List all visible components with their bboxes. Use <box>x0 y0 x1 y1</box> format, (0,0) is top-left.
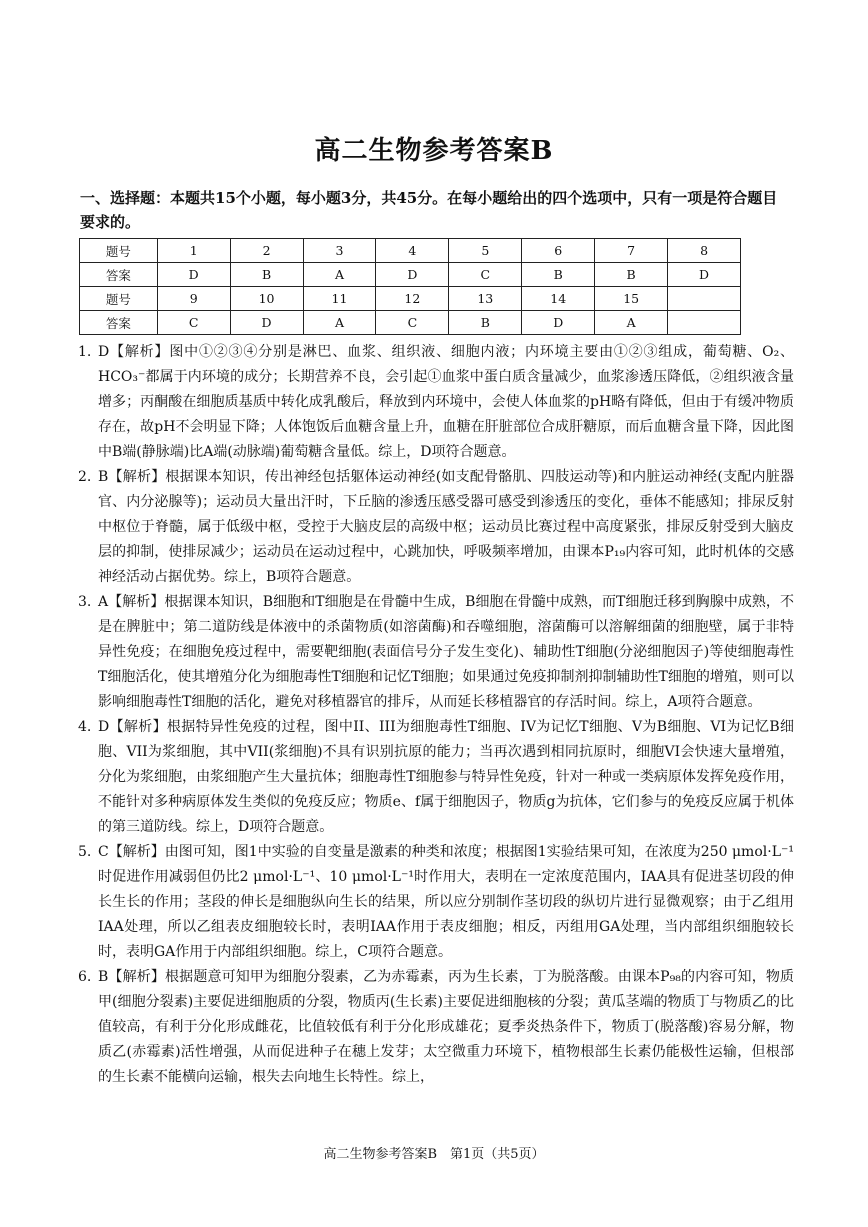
table-cell <box>668 287 741 311</box>
table-cell: 题号 <box>80 239 158 263</box>
answer-item-5 <box>78 840 794 965</box>
table-cell: C <box>376 311 449 335</box>
table-cell: B <box>522 263 595 287</box>
answer-list <box>78 340 794 1090</box>
answer-text: D【解析】图中①②③④分别是淋巴、血浆、组织液、细胞内液；内环境主要由①②③组成，葡萄糖、O₂、HCO₃⁻都属于内环境的成分；长期营养不良，会引起①血浆中蛋白质含量减少，血浆渗透压降低，②组织液含量增多；丙酮酸在细胞质基质中转化成乳酸后，释放到内环境中，会使人体血浆的pH略有降低，但由于有缓冲物质存在，故pH不会明显下降；人体饱饭后血糖含量上升，血糖在肝脏部位合成肝糖原，而后血糖含量下降，因此图中B端(静脉端)比A端(动脉端)葡萄糖含量低。综上，D项符合题意。 <box>98 344 794 460</box>
answer-table <box>79 238 741 335</box>
answer-number: 4. <box>78 719 92 735</box>
answer-item-1 <box>78 340 794 465</box>
table-cell: D <box>522 311 595 335</box>
answer-number: 1. <box>78 344 92 360</box>
table-row <box>80 263 741 287</box>
table-cell: 答案 <box>80 311 158 335</box>
table-cell: 2 <box>230 239 303 263</box>
answer-item-3 <box>78 590 794 715</box>
table-row <box>80 287 741 311</box>
table-cell: A <box>303 311 376 335</box>
table-cell: D <box>157 263 230 287</box>
table-cell: 3 <box>303 239 376 263</box>
table-cell: 8 <box>668 239 741 263</box>
table-cell: 13 <box>449 287 522 311</box>
table-cell: 11 <box>303 287 376 311</box>
table-cell: A <box>595 311 668 335</box>
table-cell: D <box>668 263 741 287</box>
table-cell: 题号 <box>80 287 158 311</box>
table-cell <box>668 311 741 335</box>
table-cell: 4 <box>376 239 449 263</box>
table-cell: B <box>230 263 303 287</box>
table-cell: 9 <box>157 287 230 311</box>
table-cell: 1 <box>157 239 230 263</box>
answer-item-2 <box>78 465 794 590</box>
answer-number: 3. <box>78 594 92 610</box>
table-cell: 7 <box>595 239 668 263</box>
answer-text: B【解析】根据课本知识，传出神经包括躯体运动神经(如支配骨骼肌、四肢运动等)和内脏运动神经(支配内脏器官、内分泌腺等)；运动员大量出汗时，下丘脑的渗透压感受器可感受到渗透压的变化，垂体不能感知；排尿反射中枢位于脊髓，属于低级中枢，受控于大脑皮层的高级中枢；运动员比赛过程中高度紧张，排尿反射受到大脑皮层的抑制，使排尿减少；运动员在运动过程中，心跳加快，呼吸频率增加，由课本P₁₉内容可知，此时机体的交感神经活动占据优势。综上，B项符合题意。 <box>98 469 794 585</box>
page-footer: 高二生物参考答案B 第1页（共5页） <box>323 1147 545 1162</box>
table-cell: D <box>230 311 303 335</box>
answer-text: A【解析】根据课本知识，B细胞和T细胞是在骨髓中生成，B细胞在骨髓中成熟，而T细胞迁移到胸腺中成熟，不是在脾脏中；第二道防线是体液中的杀菌物质(如溶菌酶)和吞噬细胞，溶菌酶可以溶解细菌的细胞壁，属于非特异性免疫；在细胞免疫过程中，需要靶细胞(表面信号分子发生变化)、辅助性T细胞(分泌细胞因子)等使细胞毒性T细胞活化，使其增殖分化为细胞毒性T细胞和记忆T细胞；如果通过免疫抑制剂抑制辅助性T细胞的增殖，则可以影响细胞毒性T细胞的活化，避免对移植器官的排斥，从而延长移植器官的存活时间。综上，A项符合题意。 <box>98 594 794 710</box>
table-row <box>80 311 741 335</box>
table-cell: 12 <box>376 287 449 311</box>
answer-text: C【解析】由图可知，图1中实验的自变量是激素的种类和浓度；根据图1实验结果可知，在浓度为250 μmol·L⁻¹时促进作用减弱但仍比2 μmol·L⁻¹、10 μmol·L⁻¹时作用大，表明在一定浓度范围内，IAA具有促进茎切段的伸长生长的作用；茎段的伸长是细胞纵向生长的结果，所以应分别制作茎切段的纵切片进行显微观察；由于乙组用IAA处理，所以乙组表皮细胞较长时，表明IAA作用于表皮细胞；相反，丙组用GA处理，当内部组织细胞较长时，表明GA作用于内部组织细胞。综上，C项符合题意。 <box>98 844 794 960</box>
table-cell: B <box>595 263 668 287</box>
answer-number: 6. <box>78 969 92 985</box>
answer-number: 5. <box>78 844 92 860</box>
page-title: 高二生物参考答案B <box>314 136 554 166</box>
section-heading: 一、选择题：本题共15个小题，每小题3分，共45分。在每小题给出的四个选项中，只有一项是符合题目要求的。 <box>80 189 778 231</box>
table-cell: B <box>449 311 522 335</box>
table-cell: C <box>157 311 230 335</box>
answer-item-6 <box>78 965 794 1090</box>
answer-number: 2. <box>78 469 92 485</box>
table-cell: 5 <box>449 239 522 263</box>
table-cell: C <box>449 263 522 287</box>
table-cell: 6 <box>522 239 595 263</box>
table-cell: A <box>303 263 376 287</box>
table-cell: 答案 <box>80 263 158 287</box>
answer-text: B【解析】根据题意可知甲为细胞分裂素，乙为赤霉素，丙为生长素，丁为脱落酸。由课本P₉₈的内容可知，物质甲(细胞分裂素)主要促进细胞质的分裂，物质丙(生长素)主要促进细胞核的分裂；黄瓜茎端的物质丁与物质乙的比值较高，有利于分化形成雌花，比值较低有利于分化形成雄花；夏季炎热条件下，物质丁(脱落酸)容易分解，物质乙(赤霉素)活性增强，从而促进种子在穗上发芽；太空微重力环境下，植物根部生长素仍能极性运输，但根部的生长素不能横向运输，根失去向地生长特性。综上， <box>98 969 794 1085</box>
table-cell: 15 <box>595 287 668 311</box>
table-cell: D <box>376 263 449 287</box>
table-row <box>80 239 741 263</box>
answer-text: D【解析】根据特异性免疫的过程，图中II、III为细胞毒性T细胞、IV为记忆T细胞、V为B细胞、VI为记忆B细胞、VII为浆细胞，其中VII(浆细胞)不具有识别抗原的能力；当再次遇到相同抗原时，细胞VI会快速大量增殖，分化为浆细胞，由浆细胞产生大量抗体；细胞毒性T细胞参与特异性免疫，针对一种或一类病原体发挥免疫作用，不能针对多种病原体发生类似的免疫反应；物质e、f属于细胞因子，物质g为抗体，它们参与的免疫反应属于机体的第三道防线。综上，D项符合题意。 <box>98 719 794 835</box>
answer-item-4 <box>78 715 794 840</box>
table-cell: 10 <box>230 287 303 311</box>
table-cell: 14 <box>522 287 595 311</box>
